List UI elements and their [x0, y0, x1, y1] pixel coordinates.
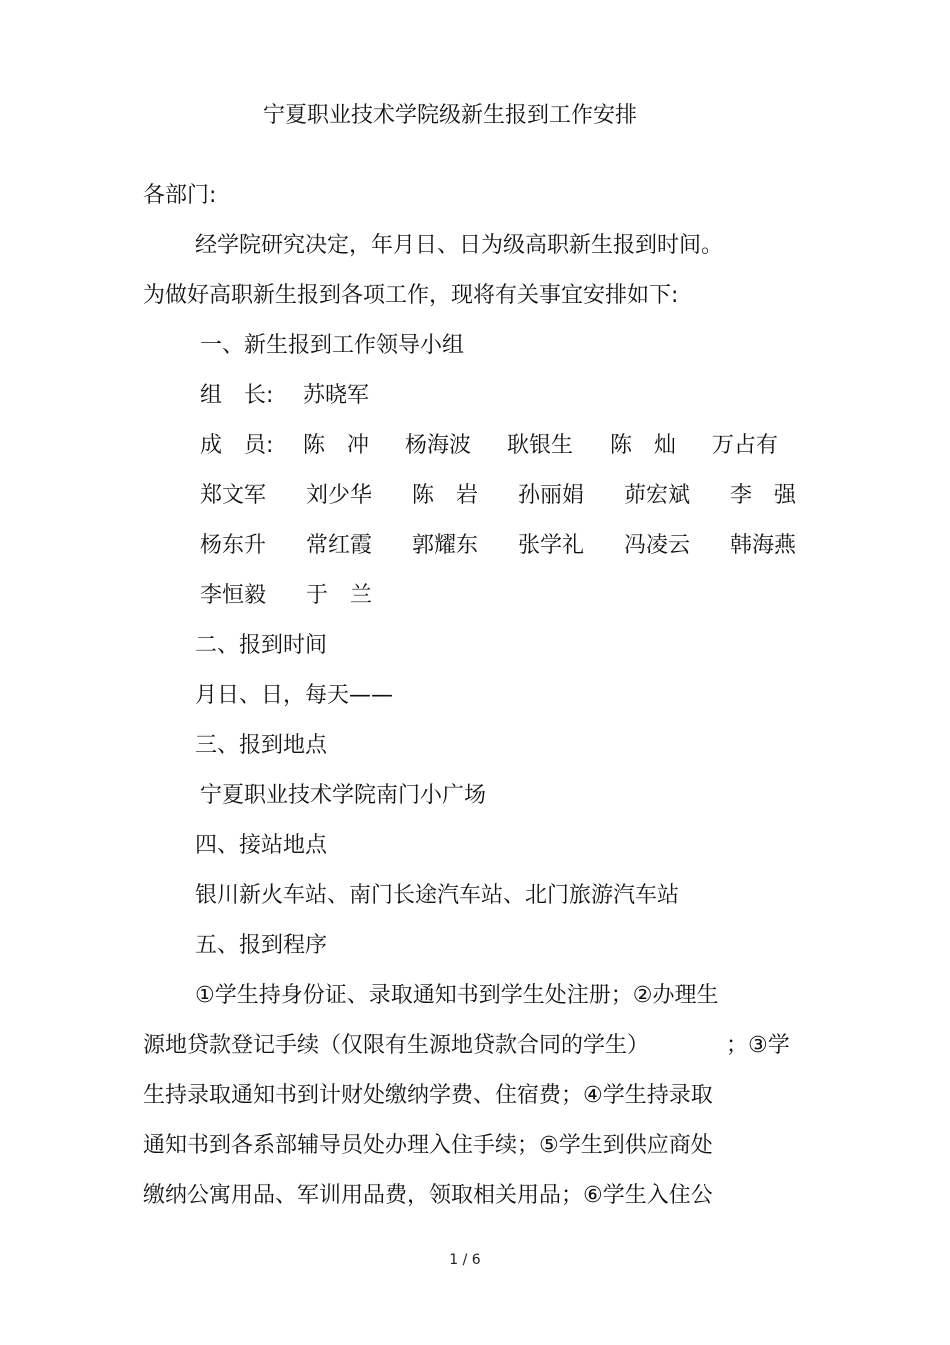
member-name: 常红霞: [306, 533, 373, 558]
procedure-line: 源地贷款登记手续（仅限有生源地贷款合同的学生）: [143, 1033, 650, 1058]
member-name: 于 兰: [306, 583, 373, 608]
member-name: 陈 灿: [610, 433, 677, 458]
section-3-heading: 三、报到地点: [195, 733, 328, 758]
salutation: 各部门:: [143, 183, 217, 208]
intro-paragraph-line-1: 经学院研究决定，年月日、日为级高职新生报到时间。: [195, 233, 724, 258]
members-label: 成 员:: [200, 433, 274, 458]
section-2-body: 月日、日，每天——: [195, 683, 394, 708]
procedure-line: ；③学: [726, 1033, 790, 1058]
member-name: 韩海燕: [730, 533, 797, 558]
procedure-line: 缴纳公寓用品、军训用品费，领取相关用品；⑥学生入住公: [143, 1183, 713, 1208]
section-3-body: 宁夏职业技术学院南门小广场: [200, 783, 487, 808]
section-4-body: 银川新火车站、南门长途汽车站、北门旅游汽车站: [195, 883, 680, 908]
section-1-heading: 一、新生报到工作领导小组: [200, 333, 465, 358]
procedure-line: 通知书到各系部辅导员处办理入住手续；⑤学生到供应商处: [143, 1133, 713, 1158]
member-name: 李 强: [730, 483, 797, 508]
member-name: 郑文军: [200, 483, 267, 508]
section-2-heading: 二、报到时间: [195, 633, 328, 658]
member-name: 张学礼: [518, 533, 585, 558]
document-title: 宁夏职业技术学院级新生报到工作安排: [262, 103, 637, 128]
leader-name: 苏晓军: [303, 383, 370, 408]
member-name: 郭耀东: [412, 533, 479, 558]
procedure-line: ①学生持身份证、录取通知书到学生处注册；②办理生: [195, 983, 719, 1008]
member-name: 杨东升: [200, 533, 267, 558]
member-name: 杨海波: [405, 433, 472, 458]
member-name: 李恒毅: [200, 583, 267, 608]
member-name: 孙丽娟: [518, 483, 585, 508]
member-name: 陈 冲: [303, 433, 370, 458]
section-4-heading: 四、接站地点: [195, 833, 328, 858]
member-name: 万占有: [712, 433, 779, 458]
leader-label: 组 长:: [200, 383, 274, 408]
procedure-line: 生持录取通知书到计财处缴纳学费、住宿费；④学生持录取: [143, 1083, 713, 1108]
member-name: 耿银生: [507, 433, 574, 458]
page-number: 1 / 6: [449, 1252, 481, 1268]
member-name: 茆宏斌: [624, 483, 691, 508]
section-5-heading: 五、报到程序: [195, 933, 328, 958]
member-name: 冯凌云: [624, 533, 691, 558]
intro-paragraph-line-2: 为做好高职新生报到各项工作，现将有关事宜安排如下:: [143, 283, 679, 308]
member-name: 陈 岩: [412, 483, 479, 508]
member-name: 刘少华: [306, 483, 373, 508]
